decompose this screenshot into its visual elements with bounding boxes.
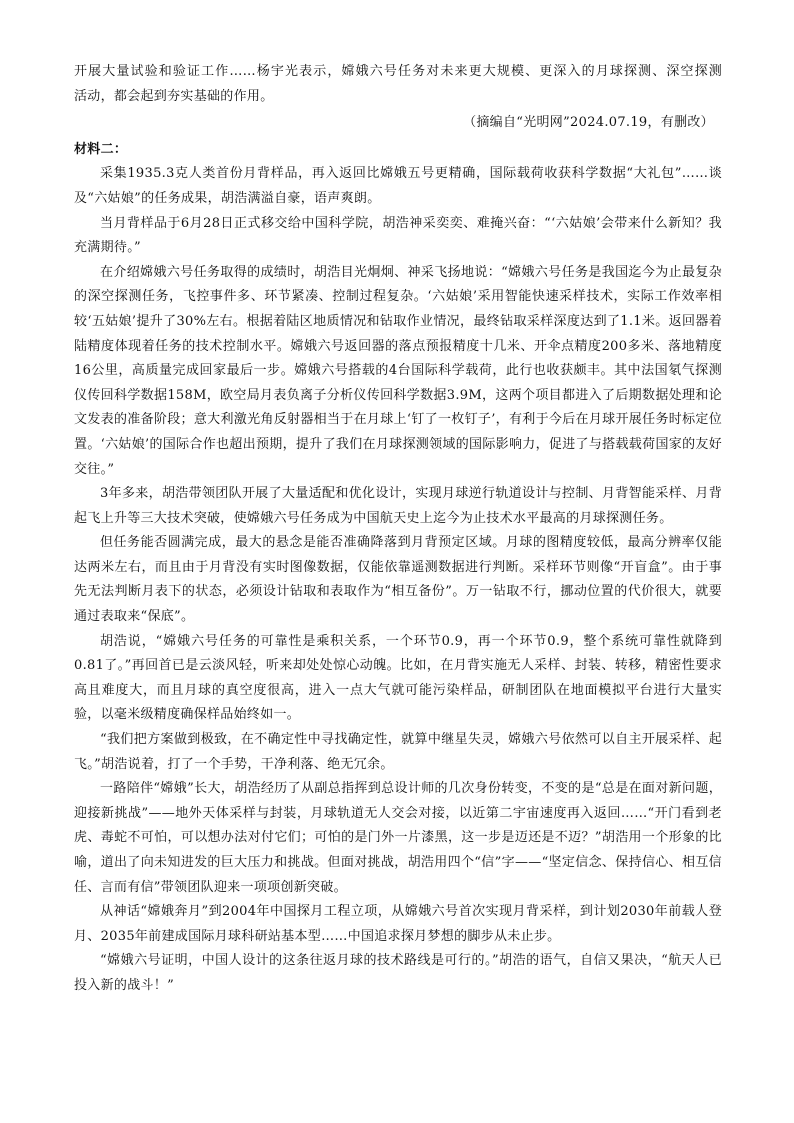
paragraph-7: “我们把方案做到极致，在不确定性中寻找确定性，就算中继星失灵，嫦娥六号依然可以自主开展采样、起飞。”胡浩说着，打了一个手势，干净利落、绝无冗余。 <box>74 732 722 772</box>
section-heading: 材料二： <box>74 141 128 157</box>
paragraph-6: 胡浩说，“嫦娥六号任务的可靠性是乘积关系，一个环节0.9，再一个环节0.9，整个系统可靠性就降到0.81了。”再回首已是云淡风轻，听来却处处惊心动魄。比如，在月背实施无人采样、封装、转移，精密性要求高且难度大，而且月球的真空度很高，进入一点大气就可能污染样品，研制团队在地面模拟平台进行大量实验，以毫米级精度确保样品始终如一。 <box>74 633 722 723</box>
document-page <box>74 60 722 999</box>
paragraph-8: 一路陪伴“嫦娥”长大，胡浩经历了从副总指挥到总设计师的几次身份转变，不变的是“总是在面对新问题，迎接新挑战”——地外天体采样与封装，月球轨道无人交会对接，以近第二宇宙速度再入返回……“开门看到老虎、毒蛇不可怕，可以想办法对付它们；可怕的是门外一片漆黑，这一步是迈还是不迈？”胡浩用一个形象的比喻，道出了向未知进发的巨大压力和挑战。但面对挑战，胡浩用四个“信”字——“坚定信念、保持信心、相互信任、言而有信”带领团队迎来一项项创新突破。 <box>74 781 722 895</box>
paragraph-1: 采集1935.3克人类首份月背样品，再入返回比嫦娥五号更精确，国际载荷收获科学数据“大礼包”……谈及“六姑娘”的任务成果，胡浩满溢自豪，语声爽朗。 <box>74 166 722 206</box>
intro-line-1: 开展大量试验和验证工作……杨宇光表示，嫦娥六号任务对未来更大规模、更深入的月球探测、深空探测 <box>74 64 722 79</box>
paragraph-2: 当月背样品于6月28日正式移交给中国科学院，胡浩神采奕奕、难掩兴奋：“‘六姑娘’会带来什么新知？我充满期待。” <box>74 215 722 256</box>
paragraph-3: 在介绍嫦娥六号任务取得的成绩时，胡浩目光炯炯、神采飞扬地说：“嫦娥六号任务是我国迄今为止最复杂的深空探测任务，飞控事件多、环节紧凑、控制过程复杂。‘六姑娘’采用智能快速采样技术，实际工作效率相较‘五姑娘’提升了30%左右。根据着陆区地质情况和钻取作业情况，最终钻取采样深度达到了1.1米。返回器着陆精度体现着任务的技术控制水平。嫦娥六号返回器的落点预报精度十几米、开伞点精度200多米、落地精度16公里，高质量完成回家最后一步。嫦娥六号搭载的4台国际科学载荷，此行也收获颇丰。其中法国氡气探测仪传回科学数据158M，欧空局月表负离子分析仪传回科学数据3.9M，这两个项目都进入了后期数据处理和论文发表的准备阶段；意大利激光角反射器相当于在月球上‘钉了一枚钉子’，有利于今后在月球开展任务时标定位置。‘六姑娘’的国际合作也超出预期，提升了我们在月球探测领域的国际影响力，促进了与搭载载荷国家的友好交往。” <box>74 264 722 477</box>
paragraph-10: “嫦娥六号证明，中国人设计的这条往返月球的技术路线是可行的。”胡浩的语气，自信又果决，“航天人已投入新的战斗！” <box>74 953 722 993</box>
paragraph-9: 从神话“嫦娥奔月”到2004年中国探月工程立项，从嫦娥六号首次实现月背采样，到计划2030年前载人登月、2035年前建成国际月球科研站基本型……中国追求探月梦想的脚步从未止步。 <box>74 904 722 944</box>
source-citation: （摘编自“光明网”2024.07.19，有删改） <box>463 115 714 131</box>
paragraph-5: 但任务能否圆满完成，最大的悬念是能否准确降落到月背预定区域。月球的图精度较低，最高分辨率仅能达两米左右，而且由于月背没有实时图像数据，仅能依靠遥测数据进行判断。采样环节则像“开盲盒”。由于事先无法判断月表下的状态，必须设计钻取和表取作为“相互备份”。万一钻取不行，挪动位置的代价很大，就要通过表取来“保底”。 <box>74 535 722 625</box>
intro-line-2: 活动，都会起到夯实基础的作用。 <box>74 88 274 104</box>
paragraph-4: 3年多来，胡浩带领团队开展了大量适配和优化设计，实现月球逆行轨道设计与控制、月背智能采样、月背起飞上升等三大技术突破，使嫦娥六号任务成为中国航天史上迄今为止技术水平最高的月球探测任务。 <box>74 486 722 526</box>
